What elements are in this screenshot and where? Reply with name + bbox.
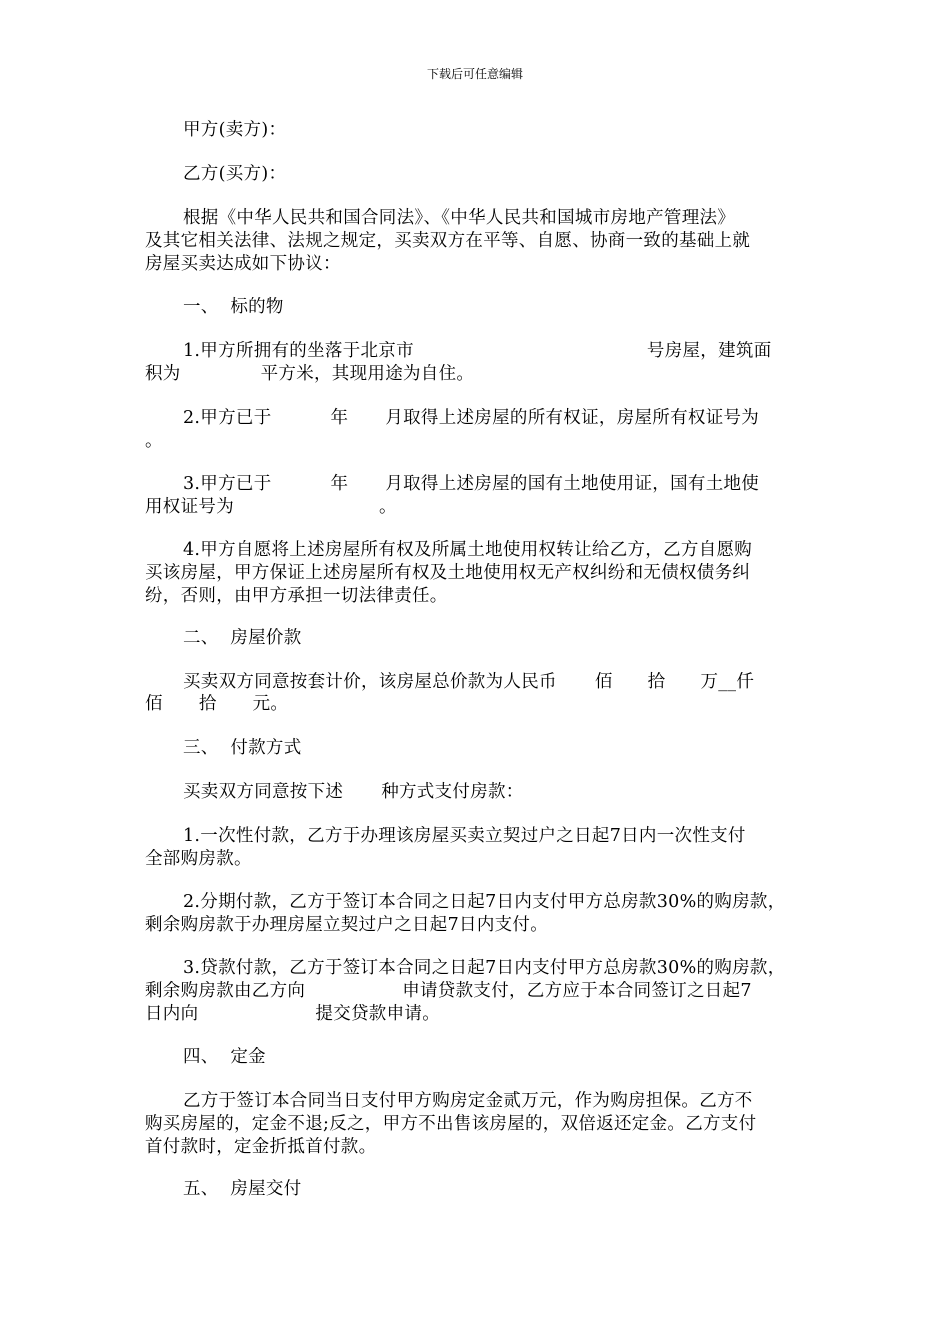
section-1-heading: 一、 标的物 (183, 297, 284, 317)
s3-method-3-line-3 (145, 1003, 440, 1025)
s2-unit-bai-2: 佰 (145, 694, 163, 714)
preamble-line-3: 房屋买卖达成如下协议： (145, 254, 341, 274)
preamble-line-2: 及其它相关法律、法规之规定，买卖双方在平等、自愿、协商一致的基础上就 (145, 231, 751, 251)
preamble-line-1: 根据《中华人民共和国合同法》、《中华人民共和国城市房地产管理法》 (183, 208, 736, 228)
section-4-heading: 四、 定金 (183, 1047, 266, 1067)
s3-method-3-line-1: 3.贷款付款，乙方于签订本合同之日起7日内支付甲方总房款30%的购房款， (183, 958, 786, 978)
s3-method-3-line-2 (145, 980, 752, 1002)
s1-item-3-text-e: 。 (379, 497, 397, 517)
s2-price-line-2 (145, 693, 288, 715)
seller-line: 甲方(卖方)： (183, 120, 287, 140)
s1-item-4-line-1: 4.甲方自愿将上述房屋所有权及所属土地使用权转让给乙方，乙方自愿购 (183, 540, 753, 560)
s1-item-1-text-d: 平方米，其现用途为自住。 (260, 364, 475, 384)
s1-item-3-text-c: 月取得上述房屋的国有土地使用证，国有土地使 (385, 474, 760, 494)
s1-item-4-line-3: 纷，否则，由甲方承担一切法律责任。 (145, 586, 448, 606)
s1-item-3-text-a: 3.甲方已于 (183, 474, 272, 494)
s3-intro (183, 781, 524, 803)
s3-intro-text-b: 种方式支付房款： (381, 782, 524, 802)
s1-item-4-line-2: 买该房屋，甲方保证上述房屋所有权及土地使用权无产权纠纷和无债权债务纠 (145, 563, 751, 583)
s1-item-1-text-c: 积为 (145, 364, 181, 384)
s3-method-3-text-e: 提交贷款申请。 (315, 1004, 441, 1024)
s3-intro-text-a: 买卖双方同意按下述 (183, 782, 344, 802)
s2-unit-bai: 佰 (594, 672, 613, 692)
s4-line-1: 乙方于签订本合同当日支付甲方购房定金贰万元，作为购房担保。乙方不 (183, 1091, 753, 1111)
s2-unit-shi: 拾 (647, 672, 666, 692)
s1-item-2-line-1 (183, 407, 759, 429)
s2-unit-yuan: 元。 (252, 694, 289, 714)
s1-item-2-text-c: 月取得上述房屋的所有权证，房屋所有权证号为 (385, 408, 760, 428)
s3-method-2-line-1: 2.分期付款，乙方于签订本合同之日起7日内支付甲方总房款30%的购房款， (183, 892, 786, 912)
section-5-heading: 五、 房屋交付 (183, 1179, 302, 1199)
s3-method-1-line-1: 1.一次性付款，乙方于办理该房屋买卖立契过户之日起7日内一次性支付 (183, 826, 746, 846)
s4-line-3: 首付款时，定金折抵首付款。 (145, 1137, 377, 1157)
s1-item-2-line-2: 。 (145, 431, 163, 451)
s1-item-3-year: 年 (330, 474, 349, 494)
s4-line-2: 购买房屋的，定金不退;反之，甲方不出售该房屋的，双倍返还定金。乙方支付 (145, 1114, 757, 1134)
s1-item-1-text-b: 号房屋，建筑面 (646, 341, 772, 361)
s1-item-3-line-2 (145, 496, 397, 518)
s1-item-1-text-a: 1.甲方所拥有的坐落于北京市 (183, 341, 414, 361)
s2-unit-shi-2: 拾 (198, 694, 217, 714)
s3-method-3-text-b: 剩余购房款由乙方向 (145, 981, 306, 1001)
s3-method-2-line-2: 剩余购房款于办理房屋立契过户之日起7日内支付。 (145, 915, 549, 935)
s1-item-1-line-2 (145, 363, 474, 385)
s2-unit-wan-qian: 万__仟 (700, 672, 755, 692)
page-header-note: 下载后可任意编辑 (426, 67, 523, 81)
s2-price-text-a: 买卖双方同意按套计价，该房屋总价款为人民币 (183, 672, 557, 692)
s3-method-3-text-c: 申请贷款支付，乙方应于本合同签订之日起7 (402, 981, 752, 1001)
s1-item-3-line-1 (183, 473, 759, 495)
s3-method-3-text-d: 日内向 (145, 1004, 199, 1024)
s3-method-1-line-2: 全部购房款。 (145, 849, 252, 869)
s1-item-2-year: 年 (330, 408, 349, 428)
s1-item-2-text-a: 2.甲方已于 (183, 408, 272, 428)
s1-item-1-line-1 (183, 340, 772, 362)
section-3-heading: 三、 付款方式 (183, 738, 302, 758)
s2-price-line-1 (183, 671, 754, 693)
section-2-heading: 二、 房屋价款 (183, 628, 302, 648)
s1-item-3-text-d: 用权证号为 (145, 497, 234, 517)
buyer-line: 乙方(买方)： (183, 164, 287, 184)
